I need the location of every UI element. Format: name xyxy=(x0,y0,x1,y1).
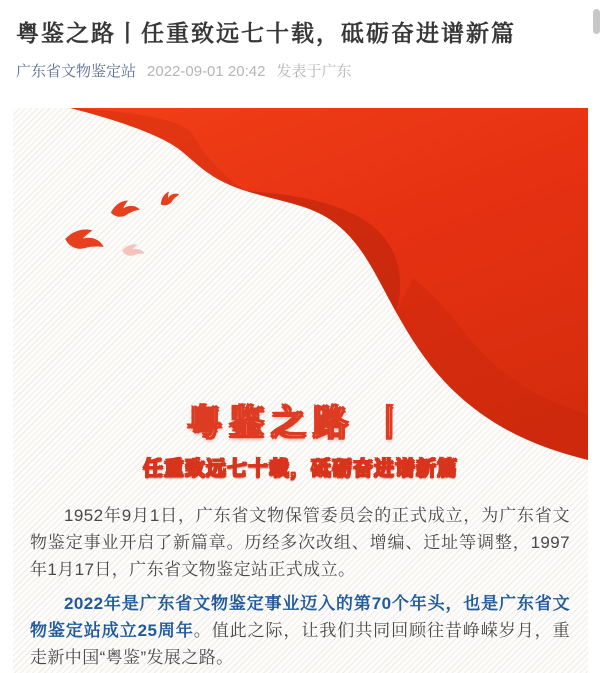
article-header xyxy=(0,0,600,82)
hero-banner-image[interactable] xyxy=(13,108,588,488)
paragraph-anniversary xyxy=(30,590,570,671)
publish-location: 发表于广东 xyxy=(276,63,352,80)
publish-time: 2022-09-01 20:42 xyxy=(147,63,266,80)
byline xyxy=(16,62,580,82)
scrollbar-thumb[interactable] xyxy=(593,9,600,34)
paragraph-history: 1952年9月1日，广东省文物保管委员会的正式成立，为广东省文物鉴定事业开启了新篇章。历经多次改组、增编、迁址等调整，1997年1月17日，广东省文物鉴定站正式成立。 xyxy=(30,506,570,579)
page-title: 粤鉴之路丨任重致远七十载，砥砺奋进谱新篇 xyxy=(16,20,516,46)
paragraph-anniversary-rest: 。值此之际，让我们共同回顾往昔峥嵘岁月，重走新中国“粤鉴”发展之路。 xyxy=(30,621,570,667)
account-name-link[interactable]: 广东省文物鉴定站 xyxy=(16,63,137,80)
highlight-text: 2022年是广东省文物鉴定事业迈入的第70个年头，也是广东省文物鉴定站成立25周年 xyxy=(30,594,570,640)
doves-icon xyxy=(58,190,183,275)
hero-headline: 粤鉴之路 丨 xyxy=(187,404,414,443)
article-body xyxy=(13,488,588,673)
hero-subheadline: 任重致远七十载，砥砺奋进谱新篇 xyxy=(143,458,458,480)
article-content xyxy=(13,108,588,673)
